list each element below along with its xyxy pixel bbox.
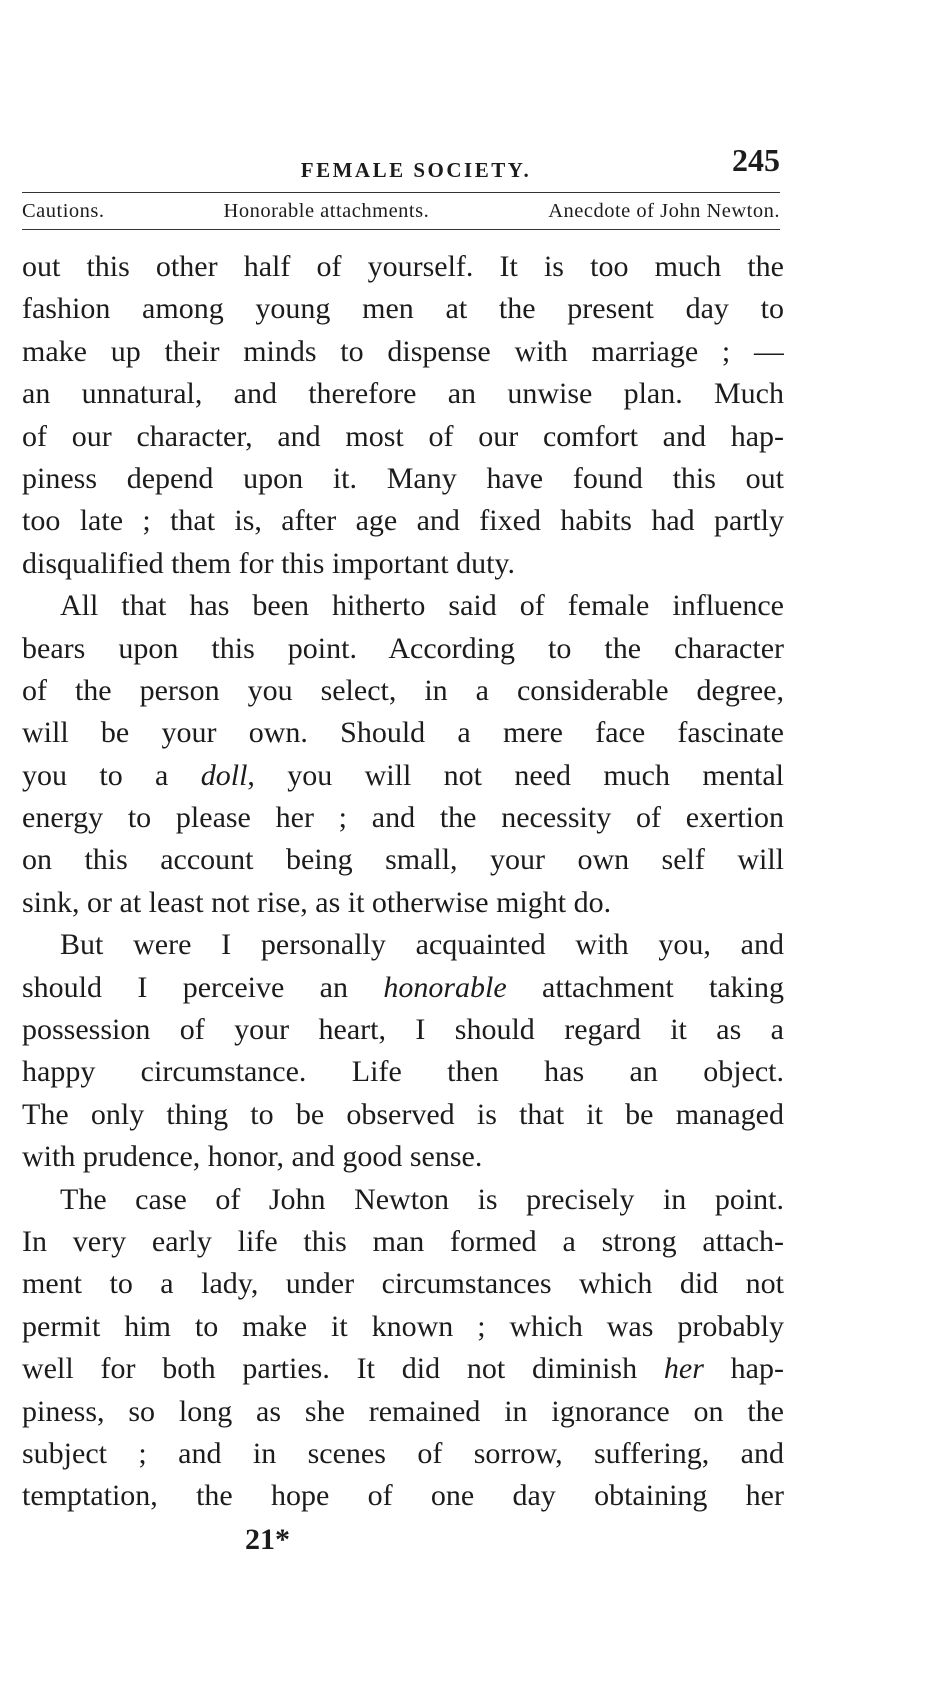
italic-emphasis: her <box>663 1352 704 1386</box>
text-line: piness depend upon it. Many have found this out <box>22 461 784 495</box>
italic-emphasis: doll <box>200 758 248 792</box>
topic-honorable-attachments: Honorable attachments. <box>223 200 430 222</box>
text-line: of the person you select, in a considerable degree, <box>22 673 784 707</box>
text-line: should I perceive an honorable attachment taking <box>22 970 784 1004</box>
text-line: fashion among young men at the present day to <box>22 292 784 326</box>
text-line: The only thing to be observed is that it be managed <box>22 1097 784 1131</box>
text-line: piness, so long as she remained in ignorance on the <box>22 1394 784 1428</box>
text-line: bears upon this point. According to the character <box>22 631 784 665</box>
topic-line <box>22 200 780 228</box>
signature-mark: 21* <box>245 1523 290 1556</box>
body-text <box>22 246 784 1518</box>
text-line: In very early life this man formed a strong attach- <box>22 1224 784 1258</box>
italic-emphasis: honorable <box>383 970 507 1004</box>
running-head <box>22 142 780 192</box>
text-line: with prudence, honor, and good sense. <box>22 1140 483 1174</box>
text-line: All that has been hitherto said of female influence <box>60 589 784 623</box>
text-line: an unnatural, and therefore an unwise plan. Much <box>22 377 784 411</box>
header-rule-top <box>22 192 780 193</box>
page-number: 245 <box>732 142 780 178</box>
text-line: you to a doll, you will not need much mental <box>22 758 784 792</box>
text-line: on this account being small, your own self will <box>22 843 784 877</box>
text-line: happy circumstance. Life then has an object. <box>22 1055 784 1089</box>
text-line: temptation, the hope of one day obtaining her <box>22 1479 784 1513</box>
text-line: too late ; that is, after age and fixed habits had partly <box>22 504 784 538</box>
topic-cautions: Cautions. <box>22 200 105 222</box>
text-line: make up their minds to dispense with marriage ; — <box>22 334 784 368</box>
text-line: sink, or at least not rise, as it otherwise might do. <box>22 885 612 919</box>
text-line: energy to please her ; and the necessity of exertion <box>22 801 784 835</box>
text-line: will be your own. Should a mere face fascinate <box>22 716 784 750</box>
text-line: out this other half of yourself. It is too much the <box>22 250 784 283</box>
text-line: of our character, and most of our comfort and hap- <box>22 419 784 453</box>
header-rule-bottom <box>22 229 780 230</box>
text-line: disqualified them for this important duty. <box>22 546 515 580</box>
text-line: permit him to make it known ; which was probably <box>22 1309 784 1343</box>
text-line: subject ; and in scenes of sorrow, suffering, and <box>22 1436 784 1470</box>
text-line: ment to a lady, under circumstances which did not <box>22 1267 784 1301</box>
text-line: The case of John Newton is precisely in point. <box>60 1182 784 1216</box>
text-line: possession of your heart, I should regard it as a <box>22 1013 784 1047</box>
running-title: FEMALE SOCIETY. <box>300 158 532 182</box>
text-line: well for both parties. It did not diminish her hap- <box>22 1352 784 1386</box>
topic-anecdote-john-newton: Anecdote of John Newton. <box>548 200 780 222</box>
text-line: But were I personally acquainted with you, and <box>60 928 784 962</box>
